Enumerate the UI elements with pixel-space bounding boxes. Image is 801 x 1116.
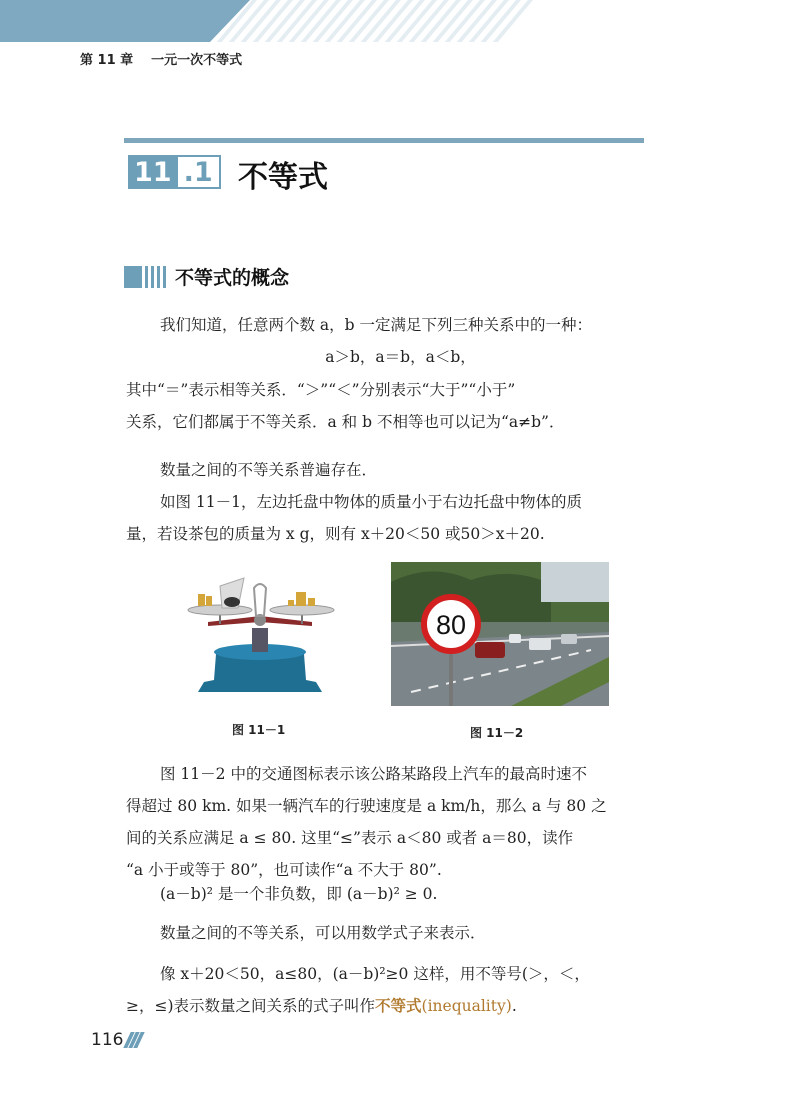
page-number (91, 1030, 141, 1050)
section-title: 不等式 (238, 160, 328, 195)
balance-scale-image (180, 570, 340, 700)
road-speed-sign-image (391, 562, 609, 706)
subsection-heading (124, 263, 289, 290)
paragraph-line: 量，若设茶包的质量为 x g，则有 x＋20＜50 或50＞x＋20. (126, 525, 545, 543)
section-number-main: 11 (128, 155, 178, 189)
page-number-text: 116 (91, 1030, 124, 1050)
top-banner (0, 0, 801, 42)
paragraph-text: ≥，≤)表示数量之间关系的式子叫作 (126, 997, 376, 1015)
definition-term: 不等式 (375, 996, 422, 1015)
heading-marker-icon (124, 266, 142, 288)
paragraph-line: 图 11－2 中的交通图标表示该公路某路段上汽车的最高时速不 (160, 765, 587, 783)
definition-term-english: (inequality) (421, 997, 512, 1015)
definition-period: . (511, 997, 517, 1015)
paragraph-line: 数量之间的不等关系，可以用数学式子来表示． (160, 924, 486, 942)
heading-bars-icon (145, 266, 166, 288)
definition-line (126, 990, 517, 1022)
paragraph-line: 关系，它们都属于不等关系．a 和 b 不相等也可以记为“a≠b”． (126, 413, 565, 431)
chapter-header (80, 49, 242, 68)
paragraph-line: 其中“＝”表示相等关系．“＞”“＜”分别表示“大于”“小于” (126, 381, 516, 399)
paragraph-line: 我们知道，任意两个数 a，b 一定满足下列三种关系中的一种： (160, 316, 593, 334)
paragraph-line: “a 小于或等于 80”，也可读作“a 不大于 80”. (126, 861, 442, 879)
paragraph-line: 得超过 80 km. 如果一辆汽车的行驶速度是 a km/h，那么 a 与 80 之 (126, 797, 607, 815)
speed-limit-label: 80 (435, 610, 467, 640)
paragraph-line: 像 x＋20＜50，a≤80，(a－b)²≥0 这样，用不等号(＞，＜， (160, 965, 590, 983)
chapter-number: 第 11 章 (80, 53, 134, 68)
section-number-sub: .1 (178, 155, 221, 189)
page-slashes-icon (127, 1032, 141, 1048)
chapter-title: 一元一次不等式 (151, 53, 243, 68)
formula-line: a＞b，a＝b，a＜b， (325, 348, 476, 366)
paragraph-line: (a－b)² 是一个非负数，即 (a－b)² ≥ 0. (160, 885, 438, 903)
figure-caption: 图 11－1 (232, 723, 286, 737)
subsection-title: 不等式的概念 (175, 267, 290, 289)
paragraph-line: 间的关系应满足 a ≤ 80. 这里“≤”表示 a＜80 或者 a＝80，读作 (126, 829, 574, 847)
figure-caption: 图 11－2 (470, 726, 524, 740)
section-rule (124, 138, 644, 143)
paragraph-line: 数量之间的不等关系普遍存在． (160, 461, 378, 479)
section-number-badge (128, 155, 221, 189)
paragraph-line: 如图 11－1，左边托盘中物体的质量小于右边托盘中物体的质 (160, 493, 583, 511)
